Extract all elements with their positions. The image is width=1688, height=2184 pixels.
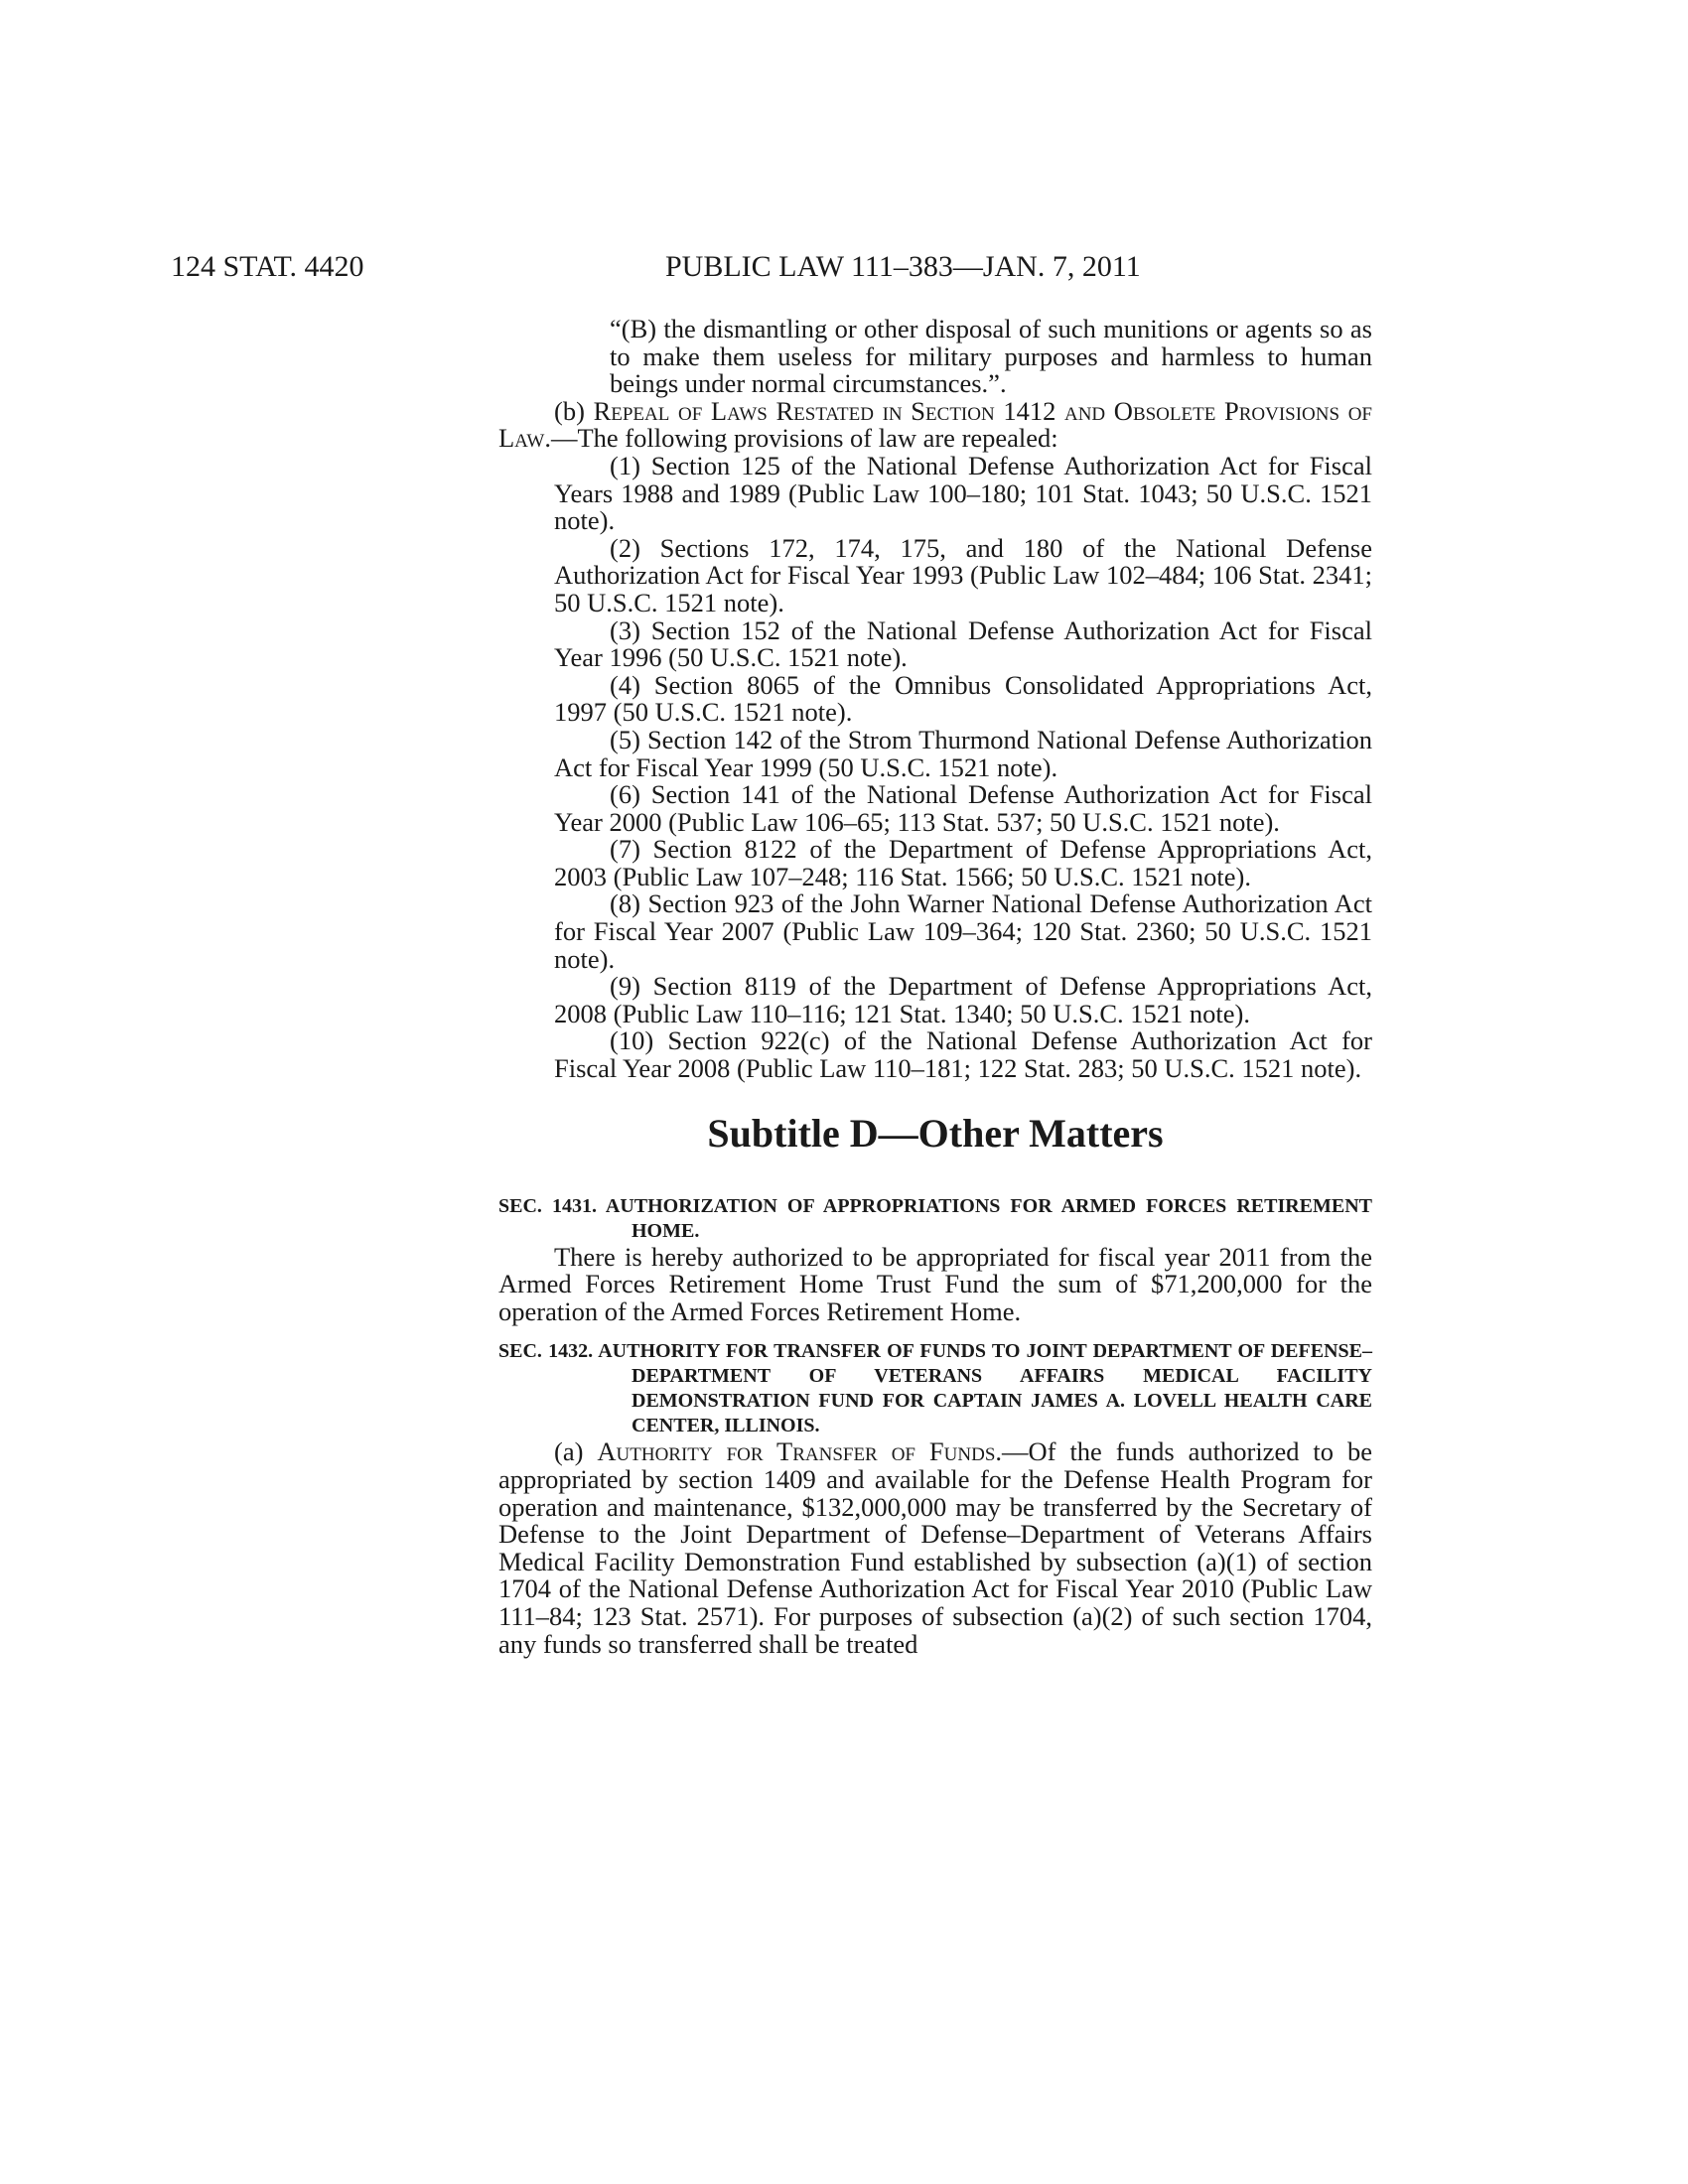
section-1431-title: AUTHORIZATION OF APPROPRIATIONS FOR ARMED FORCES RETIREMENT HOME.	[605, 1194, 1373, 1242]
repealed-item-7: (7) Section 8122 of the Department of Defense Appropriations Act, 2003 (Public Law 107–248; 116 Stat. 1566; 50 U.S.C. 1521 note).	[554, 834, 1372, 891]
repealed-item-3: (3) Section 152 of the National Defense Authorization Act for Fiscal Year 1996 (50 U.S.C. 1521 note).	[554, 614, 1372, 673]
section-1432-title: AUTHORITY FOR TRANSFER OF FUNDS TO JOINT DEPARTMENT OF DEFENSE–DEPARTMENT OF VETERANS AFFAIRS MEDICAL FACILITY DEMONSTRATION FUND FOR CAPTAIN JAMES A. LOVELL HEALTH CARE CENTER, ILLINOIS.	[598, 1340, 1372, 1437]
repealed-item-2: (2) Sections 172, 174, 175, and 180 of the National Defense Authorization Act for Fiscal Year 1993 (Public Law 102–484; 106 Stat. 2341; 50 U.S.C. 1521 note).	[554, 532, 1372, 617]
page-number: 124 STAT. 4420	[171, 250, 364, 283]
repealed-item-4: (4) Section 8065 of the Omnibus Consolidated Appropriations Act, 1997 (50 U.S.C. 1521 note).	[554, 669, 1372, 728]
subparagraph-b: “(B) the dismantling or other disposal of such munitions or agents so as to make them useless for military purposes and harmless to human beings under normal circumstances.”.	[610, 314, 1372, 399]
subsection-a-label: (a)	[554, 1436, 584, 1467]
repealed-item-6: (6) Section 141 of the National Defense Authorization Act for Fiscal Year 2000 (Public Law 106–65; 113 Stat. 537; 50 U.S.C. 1521 note).	[554, 779, 1372, 837]
document-body	[498, 316, 1372, 1658]
subsection-b-text: —The following provisions of law are repealed:	[550, 423, 1058, 454]
subsection-b-heading: Repeal of Laws Restated in Section 1412 and Obsolete Provisions of Law.	[498, 395, 1373, 454]
subtitle-heading: Subtitle D—Other Matters	[707, 1110, 1164, 1156]
repealed-item-8: (8) Section 923 of the John Warner National Defense Authorization Act for Fiscal Year 2007 (Public Law 109–364; 120 Stat. 2360; 50 U.S.C. 1521 note).	[554, 888, 1372, 974]
repealed-item-9: (9) Section 8119 of the Department of Defense Appropriations Act, 2008 (Public Law 110–116; 121 Stat. 1340; 50 U.S.C. 1521 note).	[554, 971, 1372, 1028]
section-1432-subsection-a	[498, 1438, 1372, 1658]
section-1432-heading	[498, 1339, 1372, 1438]
subsection-b-label: (b)	[554, 395, 585, 426]
section-1431-text: There is hereby authorized to be appropriated for fiscal year 2011 from the Armed Forces Retirement Home Trust Fund the sum of $71,200,000 for the operation of the Armed Forces Retirement Home.	[498, 1241, 1372, 1326]
section-1431-heading	[498, 1194, 1372, 1244]
subsection-a-text: —Of the funds authorized to be appropriated by section 1409 and available for the Defense Health Program for operation and maintenance, $132,000,000 may be transferred by the Secretary of Defense to the Joint Department of Defense–Department of Veterans Affairs Medical Facility Demonstration Fund established by subsection (a)(1) of section 1704 of the National Defense Authorization Act for Fiscal Year 2010 (Public Law 111–84; 123 Stat. 2571). For purposes of subsection (a)(2) of such section 1704, any funds so transferred shall be treated	[498, 1436, 1372, 1659]
section-1432-label: SEC. 1432.	[498, 1340, 594, 1363]
subsection-a-heading: Authority for Transfer of Funds.	[597, 1436, 1003, 1467]
repealed-item-10: (10) Section 922(c) of the National Defense Authorization Act for Fiscal Year 2008 (Public Law 110–181; 122 Stat. 283; 50 U.S.C. 1521 note).	[554, 1025, 1372, 1084]
section-gap	[498, 1325, 1372, 1339]
repealed-item-1: (1) Section 125 of the National Defense Authorization Act for Fiscal Years 1988 and 1989 (Public Law 100–180; 101 Stat. 1043; 50 U.S.C. 1521 note).	[554, 450, 1372, 536]
subsection-b	[498, 395, 1373, 454]
section-1431-label: SEC. 1431.	[498, 1194, 597, 1217]
repealed-item-5: (5) Section 142 of the Strom Thurmond National Defense Authorization Act for Fiscal Year 1999 (50 U.S.C. 1521 note).	[554, 724, 1372, 782]
running-head: PUBLIC LAW 111–383—JAN. 7, 2011	[665, 250, 1141, 283]
